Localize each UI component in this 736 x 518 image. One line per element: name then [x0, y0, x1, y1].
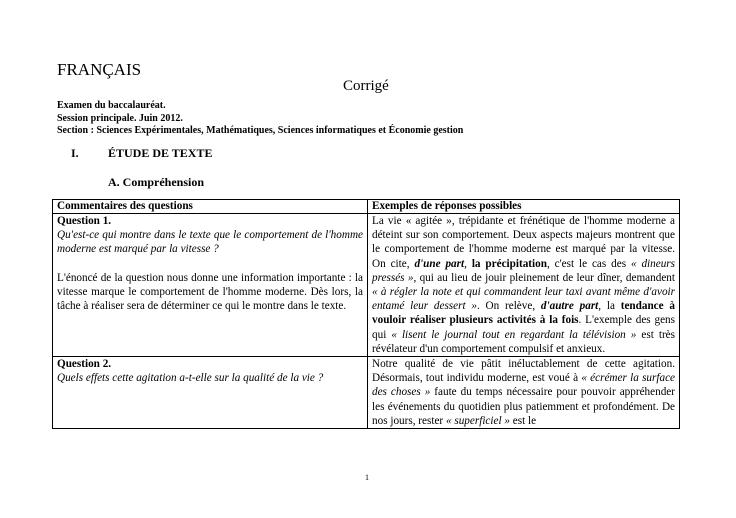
question-1-text: Qu'est-ce qui montre dans le texte que le comportement de l'homme moderne est marqué par la vitesse ? — [57, 229, 363, 256]
exam-info — [57, 100, 463, 138]
question-2-label: Question 2. — [57, 358, 112, 371]
table-row — [53, 214, 680, 357]
subject-title: FRANÇAIS — [57, 60, 142, 79]
part-number: I. — [71, 146, 79, 160]
page-number: 1 — [365, 473, 369, 482]
answer-1-cell: La vie « agitée », trépidante et frénétique de l'homme moderne a déteint sur son comportement. Deux aspects majeurs montrent que le comportement de l'homme moderne est marqué par la vitesse. On cite, d'une part, la précipitation, c'est le cas des « dineurs pressés », qui au lieu de jouir pleinement de leur dîner, demandent « à régler la note et qui commandent leur taxi avant même d'avoir entamé leur dessert ». On relève, d'autre part, la tendance à vouloir réaliser plusieurs activités à la fois. L'exemple des gens qui « lisent le journal tout en regardant la télévision » est très révélateur d'un comportement compulsif et anxieux. — [368, 214, 680, 357]
question-2-text: Quels effets cette agitation a-t-elle sur la qualité de la vie ? — [57, 372, 324, 385]
correction-table — [52, 199, 680, 429]
question-1-cell — [53, 214, 368, 357]
question-2-cell — [53, 357, 368, 429]
col-header-comments: Commentaires des questions — [53, 200, 368, 214]
question-1-comment: L'énoncé de la question nous donne une information importante : la vitesse marque le comportement de l'homme moderne. Dès lors, la tâche à réaliser sera de déterminer ce qui le montre dans le texte. — [57, 271, 363, 313]
document-title: Corrigé — [343, 78, 389, 94]
answer-2-cell: Notre qualité de vie pâtit inéluctablement de cette agitation. Désormais, tout individu moderne, est voué à « écrémer la surface des choses » faute du temps nécessaire pour pouvoir appréhender les événements du quotidien plus patiemment et profondément. De nos jours, rester « superficiel » est le — [368, 357, 680, 429]
table-row — [53, 357, 680, 429]
exam-name: Examen du baccalauréat. — [57, 100, 166, 111]
exam-session: Session principale. Juin 2012. — [57, 112, 183, 124]
table-header-row — [53, 200, 680, 214]
question-1-label: Question 1. — [57, 215, 112, 227]
col-header-answers: Exemples de réponses possibles — [368, 200, 680, 214]
part-title: ÉTUDE DE TEXTE — [108, 146, 213, 160]
exam-section: Section : Sciences Expérimentales, Mathématiques, Sciences informatiques et Économie gestion — [57, 125, 464, 136]
subsection-title: A. Compréhension — [108, 175, 205, 189]
